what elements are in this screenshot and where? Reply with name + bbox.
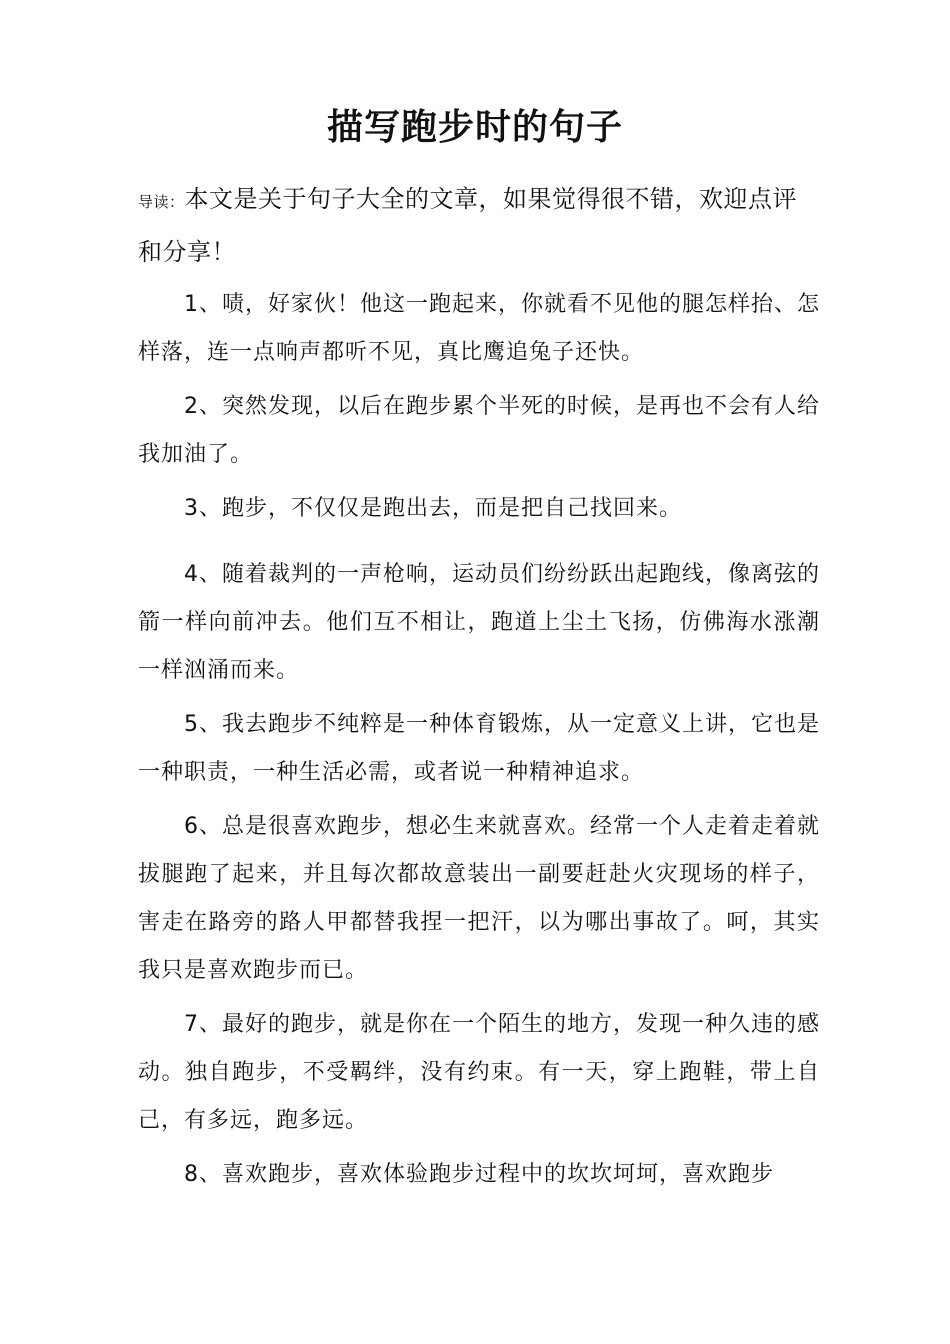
intro-text: 本文是关于句子大全的文章，如果觉得很不错，欢迎点评和分享！ [138,185,798,266]
sentence-item-1: 1、啧，好家伙！他这一跑起来，你就看不见他的腿怎样抬、怎样落，连一点响声都听不见，真比鹰追兔子还快。 [138,292,820,365]
sentence-item-7: 7、最好的跑步，就是你在一个陌生的地方，发现一种久违的感动。独自跑步，不受羁绊，没有约束。有一天，穿上跑鞋，带上自己，有多远，跑多远。 [138,1012,820,1133]
intro-paragraph [138,174,820,277]
intro-label: 导读： [138,193,185,211]
sentence-item-4: 4、随着裁判的一声枪响，运动员们纷纷跃出起跑线，像离弦的箭一样向前冲去。他们互不相让，跑道上尘土飞扬，仿佛海水涨潮一样汹涌而来。 [138,562,820,683]
sentence-item-2: 2、突然发现，以后在跑步累个半死的时候，是再也不会有人给我加油了。 [138,394,820,467]
page-title: 描写跑步时的句子 [326,107,623,148]
sentence-item-3: 3、跑步，不仅仅是跑出去，而是把自己找回来。 [184,496,682,521]
sentence-item-5: 5、我去跑步不纯粹是一种体育锻炼，从一定意义上讲，它也是一种职责，一种生活必需，或者说一种精神追求。 [138,712,820,785]
sentence-item-8: 8、喜欢跑步，喜欢体验跑步过程中的坎坎坷坷，喜欢跑步 [184,1162,774,1187]
document-body [138,174,820,1205]
sentence-item-6: 6、总是很喜欢跑步，想必生来就喜欢。经常一个人走着走着就拔腿跑了起来，并且每次都故意装出一副要赶赴火灾现场的样子，害走在路旁的路人甲都替我捏一把汗，以为哪出事故了。呵，其实我只是喜欢跑步而已。 [138,814,820,983]
